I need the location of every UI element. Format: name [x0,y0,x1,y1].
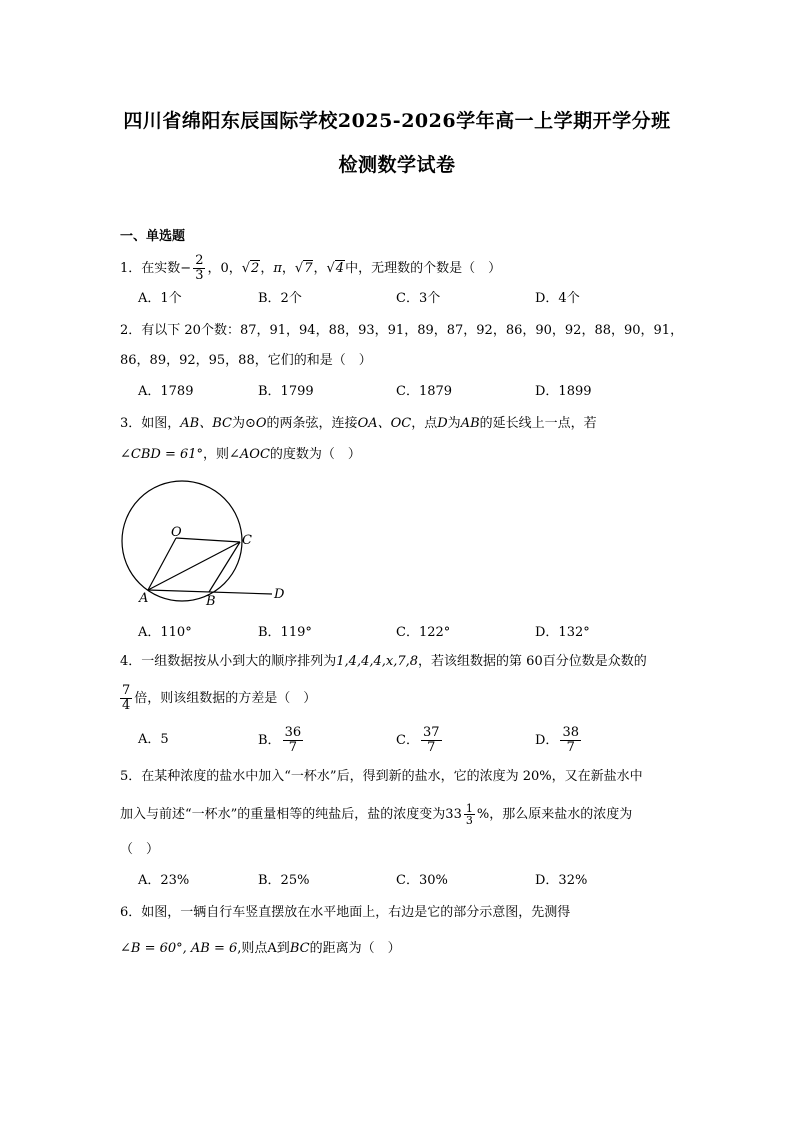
q2-option-d[interactable]: D．1899 [535,384,592,399]
q4-option-c-fraction [421,726,442,755]
q1-sqrt-4-radicand: 4 [335,261,345,276]
q3-point-d: D [437,416,448,431]
q3-text-b: 为 [231,416,245,431]
q3-option-d[interactable]: D．132° [535,625,590,640]
q3-angle-cbd: ∠CBD = 61° [120,447,204,462]
q5-mixed-number [445,802,490,827]
question-3-stem-line-1 [120,414,680,434]
q1-option-a[interactable]: A．1个 [138,291,182,306]
q3-text-d: ，点 [411,416,438,431]
q2-option-c[interactable]: C．1879 [396,384,453,399]
q1-prefix: 1．在实数 [120,261,181,276]
question-2-stem-line-2: 86，89，92，95，88，它们的和是（ ） [120,353,372,368]
question-4-options [138,726,698,762]
q4-text-c: 倍，则该组数据的方差是（ ） [134,691,317,706]
q4-option-c-label: C． [396,733,419,748]
section-heading: 一、单选题 [120,229,186,244]
label-o: O [171,525,182,540]
q5-mixed-pct: % [476,807,490,822]
q4-option-d-fraction [560,726,581,755]
label-c: C [242,533,252,548]
q1-minus: − [180,261,192,276]
question-1-options [138,289,698,325]
q3-text-c: 的两条弦，连接 [266,416,358,431]
question-5-stem-line-1: 5．在某种浓度的盐水中加入“一杯水”后，得到新的盐水，它的浓度为 20%，又在新盐水中 [120,769,643,784]
q1-frac-num: 2 [195,253,204,268]
q1-sqrt-7-radicand: 7 [304,261,313,276]
question-5-options [138,871,698,907]
q5-mixed-whole: 33 [445,807,462,822]
q1-option-b[interactable]: B．2个 [258,291,302,306]
q1-sqrt-7: √7 [294,261,313,276]
q4-option-c[interactable] [396,726,444,755]
q4-option-b-num: 36 [284,725,302,740]
question-2-options [138,382,698,418]
page-title-line-2: 检测数学试卷 [338,154,456,176]
q5-option-a[interactable]: A．23% [138,873,190,888]
label-d: D [274,587,285,602]
q3-option-a[interactable]: A．110° [138,625,192,640]
q4-option-d-label: D． [535,733,559,748]
label-b: B [206,594,216,609]
q6-text-c: 的距离为（ ） [309,941,401,956]
segment-oc [176,538,240,542]
q4-text-a: 4．一组数据按从小到大的顺序排列为 [120,654,337,669]
q4-option-d-num: 38 [562,725,579,740]
q1-suffix: 中，无理数的个数是（ ） [345,261,502,276]
q3-option-c[interactable]: C．122° [396,625,451,640]
q4-frac-num: 7 [122,683,131,698]
q5-option-b[interactable]: B．25% [258,873,310,888]
q3-text-h: 的度数为（ ） [269,447,361,462]
q5-text-b: ，那么原来盐水的浓度为 [489,807,633,822]
q3-text-g: ，则 [203,447,230,462]
q4-option-c-den: 7 [427,740,436,755]
q1-sqrt-2: √2 [241,261,260,276]
q3-oa-oc: OA、OC [357,416,412,431]
q6-given-values: ∠B = 60°, AB = 6 [120,941,238,956]
q2-option-b[interactable]: B．1799 [258,384,314,399]
q3-ab-bc: AB、BC [180,416,232,431]
q5-text-a: 加入与前述“一杯水”的重量相等的纯盐后，盐的浓度变为 [120,807,446,822]
q4-option-b-label: B． [258,733,281,748]
q1-sqrt-2-radicand: 2 [251,261,260,276]
question-3-stem-line-2 [120,445,680,465]
q4-fraction [120,684,132,713]
q1-frac-den: 3 [195,268,204,283]
q1-sep0: ，0， [207,261,242,276]
q3-text-a: 3．如图， [120,416,181,431]
q5-mixed-den: 3 [465,814,473,827]
question-5-stem-line-2 [120,803,680,826]
q1-sep2: ， [281,261,295,276]
question-6-stem-line-1: 6．如图，一辆自行车竖直摆放在水平地面上，右边是它的部分示意图，先测得 [120,905,571,920]
q4-option-b-fraction [283,726,304,755]
q1-option-c[interactable]: C．3个 [396,291,441,306]
question-1-stem [120,254,680,283]
q4-data-list: 1,4,4,4,x,7,8 [336,654,419,669]
q4-option-b-den: 7 [288,740,297,755]
q5-option-d[interactable]: D．32% [535,873,588,888]
page-title-line-1: 四川省绵阳东辰国际学校2025-2026学年高一上学期开学分班 [123,110,671,132]
q4-option-c-num: 37 [422,725,440,740]
question-5-stem-line-3: （ ） [120,842,160,857]
q4-text-b: ，若该组数据的第 60百分位数是众数的 [418,654,647,669]
q2-option-a[interactable]: A．1789 [138,384,194,399]
q6-bc: BC [289,941,310,956]
q5-mixed-fraction [464,803,475,826]
q3-angle-aoc: ∠AOC [229,447,270,462]
q3-circle-o: ⊙O [244,416,267,431]
q4-option-d[interactable] [535,726,583,755]
q4-frac-den: 4 [122,698,131,713]
q1-sep3: ， [313,261,327,276]
q4-option-d-den: 7 [566,740,575,755]
label-a: A [139,591,149,606]
q3-option-b[interactable]: B．119° [258,625,312,640]
question-4-stem-line-1 [120,652,680,672]
q5-option-c[interactable]: C．30% [396,873,448,888]
question-2-stem-line-1: 2．有以下 20个数：87，91，94，88，93，91，89，87，92，86，90，92，88，90，91， [120,323,684,338]
q5-mixed-num: 1 [465,802,473,815]
question-4-stem-line-2 [118,684,678,713]
question-6-stem-line-2 [120,939,680,959]
q6-text-b: ,则点A到 [237,941,290,956]
q1-sep1: ， [260,261,274,276]
q3-ab: AB [460,416,480,431]
q4-option-a[interactable]: A．5 [138,732,169,747]
q1-pi: π [273,261,282,276]
q3-text-f: 的延长线上一点，若 [479,416,597,431]
q1-option-d[interactable]: D．4个 [535,291,580,306]
q3-text-e: 为 [447,416,461,431]
q1-sqrt-4: √4 [326,261,345,276]
q4-option-b[interactable] [258,726,305,755]
q1-fraction [193,254,205,283]
segment-ac [148,542,240,590]
q3-circle-figure [110,478,310,613]
